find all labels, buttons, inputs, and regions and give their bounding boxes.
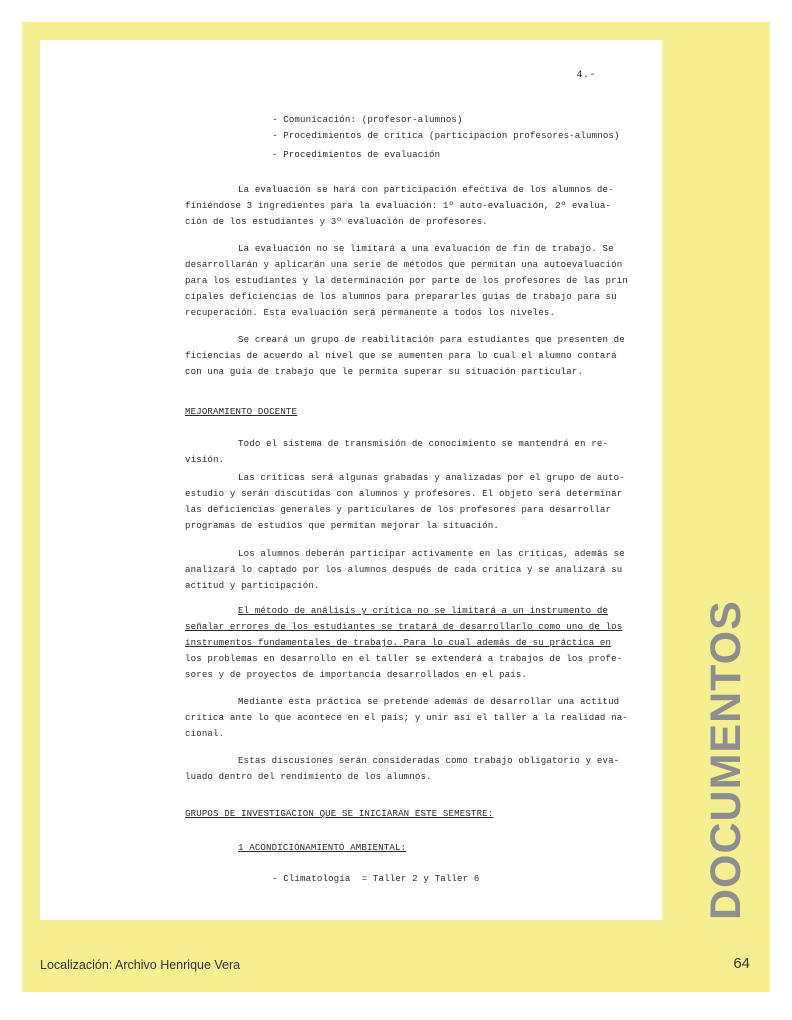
document-line: Los alumnos deberán participar activamente en las críticas, además se [238, 548, 625, 559]
document-line: 1 ACONDICIONAMIENTO AMBIENTAL: [238, 842, 407, 853]
document-line: Se creará un grupo de reabilitación para estudiantes que presenten de [238, 334, 625, 345]
document-line: estudio y serán discutidas con alumnos y profesores. El objeto será determinar [185, 488, 623, 499]
document-line: MEJORAMIENTO DOCENTE [185, 406, 298, 417]
footer-page-number: 64 [733, 955, 750, 972]
document-line: La evaluación no se limitará a una evaluación de fin de trabajo. Se [238, 243, 614, 254]
document-text-body [40, 40, 662, 920]
document-line: Estas discusiones serán consideradas como trabajo obligatorio y eva- [238, 755, 620, 766]
document-line: actitud y participación. [185, 580, 320, 591]
document-line: - Comunicación: (profesor-alumnos) [272, 114, 463, 125]
document-line: GRUPOS DE INVESTIGACION QUE SE INICIARAN ESTE SEMESTRE: [185, 808, 494, 819]
document-line: - Procedimientos de evaluación [272, 149, 441, 160]
document-line: La evaluación se hará con participación efectiva de los alumnos de- [238, 184, 614, 195]
document-line: analizará lo captado por los alumnos después de cada critica y se analizará su [185, 564, 623, 575]
document-line: recuperación. Esta evaluación será permanente a todos los niveles. [185, 307, 556, 318]
document-line: Mediante esta práctica se pretende además de desarrollar una actitud [238, 696, 620, 707]
footer-location: Localización: Archivo Henrique Vera [40, 958, 241, 972]
document-line: ción de los estudiantes y 3º evaluación de profesores. [185, 216, 488, 227]
document-line: - Climatología = Taller 2 y Taller 6 [272, 873, 480, 884]
document-line: Todo el sistema de transmisión de conocimiento se mantendrá en re- [238, 438, 609, 449]
document-line: cipales deficiencias de los alumnos para prepararles guias de trabajo para su [185, 291, 617, 302]
document-line: sores y de proyectos de importancia desarrollados en el país. [185, 669, 528, 680]
document-page-stamp: 4.- [576, 70, 596, 81]
document-line: Las críticas será algunas grabadas y analizadas por el grupo de auto- [238, 472, 625, 483]
document-line: para los estudiantes y la determinación por parte de los profesores de las prin [185, 275, 628, 286]
document-line: visión. [185, 454, 225, 465]
document-line: los problemas en desarrollo en el taller se extenderá a trabajos de los profe- [185, 653, 623, 664]
document-line: señalar errores de los estudiantes se tratará de desarrollarlo como uno de los [185, 621, 623, 632]
document-line: instrumentos fundamentales de trabajo. Para lo cual además de su práctica en [185, 637, 612, 648]
document-line: cional. [185, 728, 225, 739]
document-line: programas de estudios que permitan mejorar la situación. [185, 520, 499, 531]
document-line: El método de análisis y crítica no se limitará a un instrumento de [238, 605, 609, 616]
document-line: con una guía de trabajo que le permita superar su situación particular. [185, 366, 584, 377]
document-line: crítica ante lo que acontece en el país; y unir así el taller a la realidad na- [185, 712, 628, 723]
document-line: - Procedimientos de crítica (participacion profesores-alumnos) [272, 130, 620, 141]
document-line: finiéndose 3 ingredientes para la evaluación: 1º auto-evaluación, 2º evalua- [185, 200, 612, 211]
document-line: desarrollarán y aplicarán una serie de métodos que permitan una autoevaluación [185, 259, 623, 270]
document-line: luado dentro del rendimiento de los alumnos. [185, 771, 432, 782]
document-line: las deficiencias generales y particulares de los profesores para desarrollar [185, 504, 612, 515]
scanned-document-sheet [40, 40, 662, 920]
section-label-documentos: DOCUMENTOS [702, 600, 750, 920]
document-line: ficiencias de acuerdo al nivel que se aumenten para lo cual el alumno contará [185, 350, 617, 361]
